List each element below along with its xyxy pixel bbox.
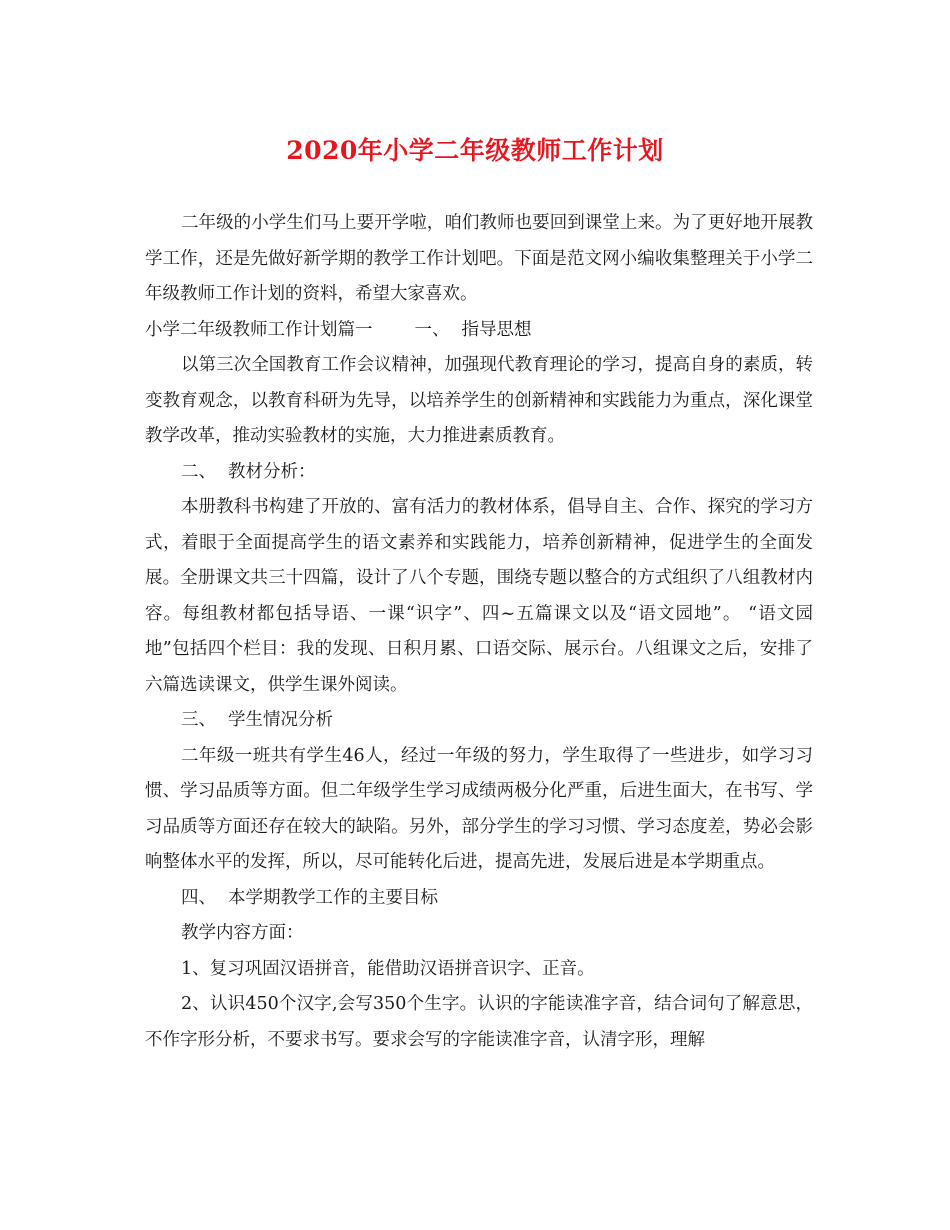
list-item: 1、复习巩固汉语拼音，能借助汉语拼音识字、正音。 [181, 958, 595, 979]
document-body [145, 206, 813, 1058]
section4-heading-line [145, 881, 813, 917]
section2-heading: 教材分析： [228, 461, 316, 482]
list-item: 2、认识450个汉字,会写350个生字。认识的字能读准字音，结合词句了解意思，不作字形分析，不要求书写。要求会写的字能读准字音，认清字形，理解 [145, 994, 813, 1050]
guiding-ideology-paragraph: 以第三次全国教育工作会议精神，加强现代教育理论的学习，提高自身的素质，转变教育观念，以教育科研为先导，以培养学生的创新精神和实践能力为重点，深化课堂教学改革，推动实验教材的实施，大力推进素质教育。 [145, 355, 813, 446]
section2-number: 二、 [181, 461, 216, 482]
section3-heading: 学生情况分析 [228, 710, 333, 730]
section1-heading: 指导思想 [461, 319, 532, 340]
textbook-analysis-paragraph: 本册教科书构建了开放的、富有活力的教材体系，倡导自主、合作、探究的学习方式，着眼于全面提高学生的语文素养和实践能力，培养创新精神，促进学生的全面发展。全册课文共三十四篇，设计了八个专题，围绕专题以整合的方式组织了八组教材内容。每组教材都包括导语、一课“识字”、四~五篇课文以及“语文园地”。 “语文园地”包括四个栏目：我的发现、日积月累、口语交际、展示台。八组课文之后，安排了六篇选读课文，供学生课外阅读。 [145, 497, 813, 695]
document-title: 2020年小学二年级教师工作计划 [286, 136, 664, 165]
section3-number: 三、 [181, 710, 216, 730]
student-analysis-paragraph: 二年级一班共有学生46人，经过一年级的努力，学生取得了一些进步，如学习习惯、学习品质等方面。但二年级学生学习成绩两极分化严重，后进生面大，在书写、学习品质等方面还存在较大的缺陷。另外，部分学生的学习习惯、学习态度差，势必会影响整体水平的发挥，所以，尽可能转化后进，提高先进，发展后进是本学期重点。 [145, 745, 813, 872]
section4-number: 四、 [181, 887, 216, 908]
content-heading: 教学内容方面： [181, 923, 304, 943]
section2-heading-line [145, 455, 813, 491]
plan-title-line [145, 313, 813, 349]
section3-heading-line [145, 703, 813, 739]
intro-paragraph: 二年级的小学生们马上要开学啦，咱们教师也要回到课堂上来。为了更好地开展教学工作，还是先做好新学期的教学工作计划吧。下面是范文网小编收集整理关于小学二年级教师工作计划的资料，希望大家喜欢。 [145, 213, 813, 304]
section1-number: 一、 [414, 319, 450, 340]
plan-title: 小学二年级教师工作计划篇一 [145, 319, 373, 340]
section4-heading: 本学期教学工作的主要目标 [228, 887, 438, 908]
